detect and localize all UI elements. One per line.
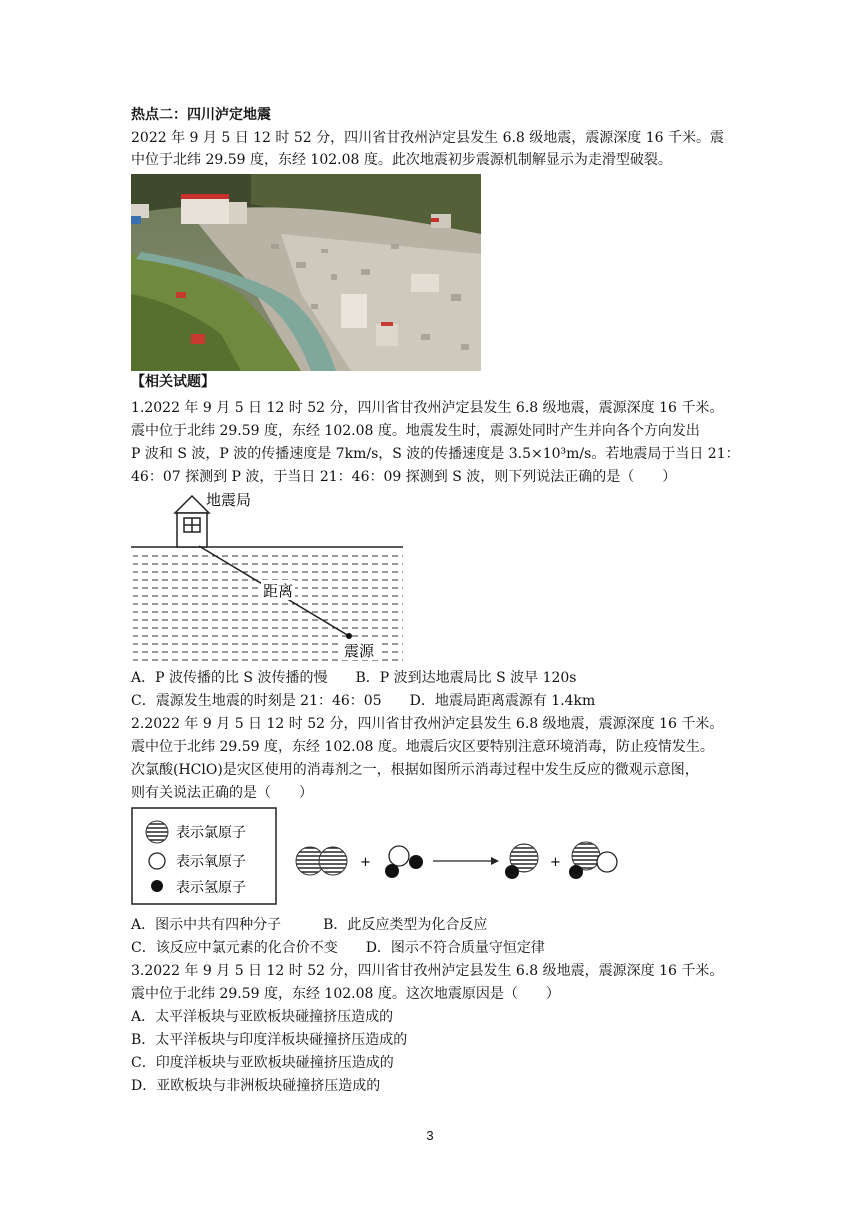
q2-line: 则有关说法正确的是（ ） — [131, 785, 313, 801]
q3-line: 3.2022 年 9 月 5 日 12 时 52 分，四川省甘孜州泸定县发生 6.8 级地震，震源深度 16 千米。 — [131, 963, 724, 979]
plus-sign: + — [550, 855, 561, 870]
q1-line: 46：07 探测到 P 波，于当日 21：46：09 探测到 S 波，则下列说法正确的是（ ） — [131, 469, 677, 485]
related-questions-title: 【相关试题】 — [131, 374, 215, 390]
intro-line: 2022 年 9 月 5 日 12 时 52 分，四川省甘孜州泸定县发生 6.8 级地震，震源深度 16 千米。震 — [131, 130, 725, 146]
chlorine-atom-icon — [146, 821, 168, 843]
water-molecule — [385, 846, 423, 878]
legend-hydrogen: 表示氢原子 — [176, 880, 246, 896]
q2-line: 震中位于北纬 29.59 度，东经 102.08 度。地震后灾区要特别注意环境消毒，防止疫情发生。 — [131, 739, 714, 755]
q3-option: A．太平洋板块与亚欧板块碰撞挤压造成的 — [131, 1009, 394, 1025]
intro-line: 中位于北纬 29.59 度，东经 102.08 度。此次地震初步震源机制解显示为走滑型破裂。 — [131, 152, 672, 168]
q3-option: B．太平洋板块与印度洋板块碰撞挤压造成的 — [131, 1032, 408, 1048]
hydrogen-atom-icon — [151, 880, 163, 892]
legend-oxygen: 表示氧原子 — [176, 854, 246, 870]
q1-option-line: A．P 波传播的比 S 波传播的慢 B．P 波到达地震局比 S 波早 120s — [131, 670, 577, 686]
earthquake-aerial-photo — [131, 174, 481, 371]
station-label: 地震局 — [206, 491, 252, 509]
q2-option-line: A．图示中共有四种分子 B．此反应类型为化合反应 — [131, 917, 488, 933]
hcl-molecule — [505, 844, 538, 879]
q2-line: 次氯酸(HClO)是灾区使用的消毒剂之一，根据如图所示消毒过程中发生反应的微观示意图， — [131, 762, 699, 778]
q2-option-line: C．该反应中氯元素的化合价不变 D．图示不符合质量守恒定律 — [131, 940, 545, 956]
q2-line: 2.2022 年 9 月 5 日 12 时 52 分，四川省甘孜州泸定县发生 6.8 级地震，震源深度 16 千米。 — [131, 716, 724, 732]
q3-option: D．亚欧板块与非洲板块碰撞挤压造成的 — [131, 1078, 381, 1094]
distance-label: 距离 — [263, 582, 294, 600]
oxygen-atom-icon — [149, 853, 165, 869]
reaction-diagram — [131, 806, 631, 906]
q1-line: 震中位于北纬 29.59 度，东经 102.08 度。地震发生时，震源处同时产生并向各个方向发出 — [131, 423, 700, 439]
chlorine-molecule — [296, 847, 347, 875]
seismic-station-icon — [175, 496, 209, 547]
q1-option-line: C．震源发生地震的时刻是 21：46：05 D．地震局距离震源有 1.4km — [131, 693, 596, 709]
q1-line: 1.2022 年 9 月 5 日 12 时 52 分，四川省甘孜州泸定县发生 6.8 级地震，震源深度 16 千米。 — [131, 400, 724, 416]
earthquake-distance-diagram — [131, 488, 411, 663]
plus-sign: + — [360, 855, 371, 870]
hotspot-heading: 热点二：四川泸定地震 — [131, 107, 271, 123]
hclo-molecule — [569, 842, 617, 879]
q1-line: P 波和 S 波，P 波的传播速度是 7km/s，S 波的传播速度是 3.5×10³m/s。若地震局于当日 21： — [131, 446, 740, 462]
source-label: 震源 — [344, 642, 375, 660]
page-number: 3 — [426, 1128, 434, 1143]
source-point — [346, 633, 352, 639]
legend-chlorine: 表示氯原子 — [176, 825, 246, 841]
q3-option: C．印度洋板块与亚欧板块碰撞挤压造成的 — [131, 1055, 394, 1071]
q3-line: 震中位于北纬 29.59 度，东经 102.08 度。这次地震原因是（ ） — [131, 986, 560, 1002]
